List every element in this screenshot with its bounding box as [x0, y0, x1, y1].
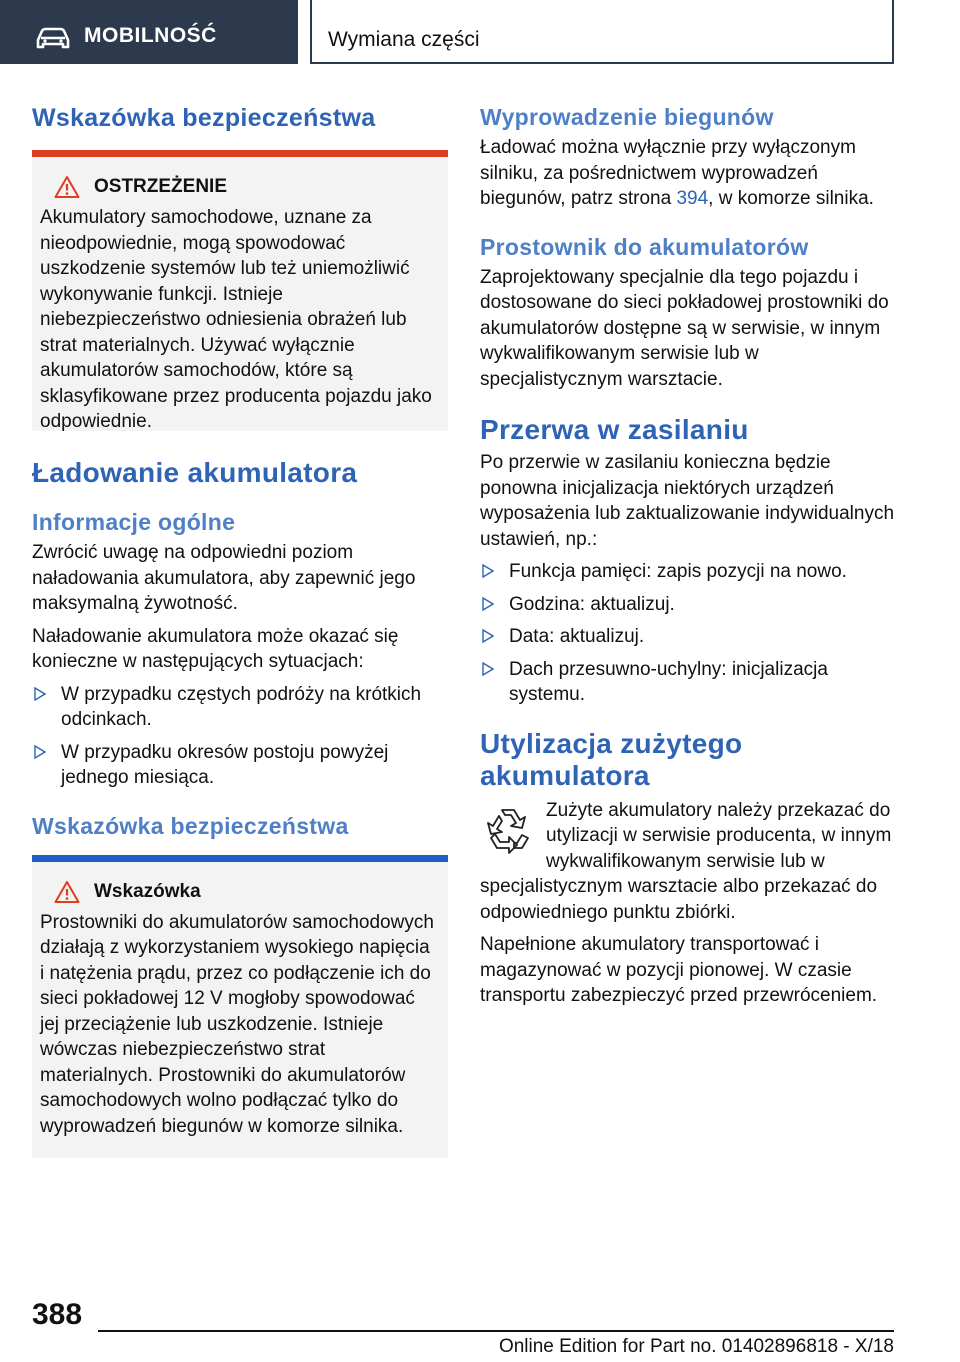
- recycle-icon: [482, 804, 534, 856]
- poles-text: Ładować można wyłącznie przy wyłączonym silniku, za pośrednictwem wyprowadzeń biegunów, patrz strona 394, w komorze silnika.: [480, 137, 874, 209]
- right-column: [480, 96, 896, 1009]
- general-paragraph-2: Naładowanie akumulatora może okazać się konieczne w następujących sytuacjach:: [32, 625, 399, 672]
- bullet-triangle-icon: [482, 629, 494, 643]
- list-item: Dach przesuwno-uchylny: inicjalizacja systemu.: [480, 657, 896, 708]
- disposal-heading: Utylizacja zużytego akumulatora: [480, 727, 743, 791]
- power-heading: Przerwa w zasilaniu: [480, 414, 749, 445]
- note-box: [32, 862, 448, 1158]
- list-item: Funkcja pamięci: zapis pozycji na nowo.: [480, 559, 896, 585]
- charger-text: Zaprojektowany specjalnie dla tego pojazdu i dostosowane do sieci pokładowej prostowniki do akumulatorów dostępne są w serwisie, w innym wykwalifikowanym serwisie lub w specjalistycznym warsztacie.: [480, 266, 889, 390]
- transport-text: Napełnione akumulatory transportować i magazynować w pozycji pionowej. W czasie transportu zabezpieczyć przed przewróceniem.: [480, 934, 878, 1006]
- warning-title-row: [40, 175, 440, 199]
- bullet-triangle-icon: [34, 687, 46, 701]
- chapter-tab: [310, 0, 894, 64]
- situations-list: [32, 682, 448, 791]
- list-item: W przypadku częstych podróży na krótkich odcinkach.: [32, 682, 448, 733]
- note-rule: [32, 855, 448, 862]
- charger-heading: Prostownik do akumulatorów: [480, 233, 809, 260]
- car-icon: [34, 26, 72, 50]
- safety-heading-2: Wskazówka bezpieczeństwa: [32, 812, 349, 839]
- general-paragraph-1: Zwrócić uwagę na odpowiedni poziom naładowania akumulatora, aby zapewnić jego maksymalną żywotność.: [32, 542, 416, 614]
- bullet-triangle-icon: [482, 662, 494, 676]
- bullet-triangle-icon: [34, 745, 46, 759]
- section-tab: [0, 0, 298, 64]
- note-title: Wskazówka: [94, 880, 201, 902]
- note-title-row: [40, 880, 440, 904]
- warning-box: [32, 157, 448, 431]
- list-item: Data: aktualizuj.: [480, 624, 896, 650]
- poles-heading: Wyprowadzenie biegunów: [480, 104, 774, 130]
- warning-title: OSTRZEŻENIE: [94, 176, 228, 197]
- disposal-block: [480, 798, 896, 926]
- footer-divider: [98, 1330, 894, 1332]
- page-link[interactable]: 394: [676, 188, 709, 209]
- bullet-triangle-icon: [482, 564, 494, 578]
- charging-heading: Ładowanie akumulatora: [32, 457, 358, 488]
- warning-text: Akumulatory samochodowe, uznane za nieodpowiednie, mogą spowodować uszkodzenie systemów lub też uniemożliwić wykonywanie funkcji. Istnieje niebezpieczeństwo odniesienia obrażeń lub strat materialnych. Używać wyłącznie akumulatorów samochodów, które są sklasyfikowane przez producenta pojazdu jako odpowiednie.: [40, 207, 432, 432]
- note-text: Prostowniki do akumulatorów samochodowych działają z wykorzystaniem wysokiego napięcia i natężenia prądu, przez co podłączenie ich do sieci pokładowej 12 V mogłoby spowodować jej przeciążenie lub uszkodzenie. Istnieje wówczas niebezpieczeństwo strat materialnych. Prostowniki do akumulatorów samochodowych wolno podłączać tylko do wyprowadzeń biegunów w komorze silnika.: [40, 911, 434, 1137]
- power-list: [480, 559, 896, 708]
- disposal-text: Zużyte akumulatory należy przekazać do utylizacji w serwisie producenta, w innym wykwalifikowanym serwisie lub w specjalistycznym warsztacie albo przekazać do odpowiedniego punktu zbiórki.: [480, 799, 892, 923]
- page-number: 388: [32, 1298, 83, 1331]
- warning-triangle-icon: [54, 175, 80, 199]
- section-label: MOBILNOŚĆ: [84, 24, 217, 47]
- bullet-triangle-icon: [482, 597, 494, 611]
- warning-triangle-icon: [54, 880, 80, 904]
- chapter-label: Wymiana części: [328, 28, 480, 51]
- general-heading: Informacje ogólne: [32, 509, 236, 535]
- power-text: Po przerwie w zasilaniu konieczna będzie ponowna inicjalizacja niektórych urządzeń wyposażenia lub zaktualizowanie indywidualnych ustawień, np.:: [480, 452, 895, 550]
- edition-text: Online Edition for Part no. 01402896818 - X/18: [498, 1336, 894, 1357]
- warning-rule: [32, 150, 448, 157]
- list-item: Godzina: aktualizuj.: [480, 592, 896, 618]
- safety-heading: Wskazówka bezpieczeństwa: [32, 104, 376, 132]
- list-item: W przypadku okresów postoju powyżej jednego miesiąca.: [32, 740, 448, 791]
- left-column: [32, 96, 448, 1158]
